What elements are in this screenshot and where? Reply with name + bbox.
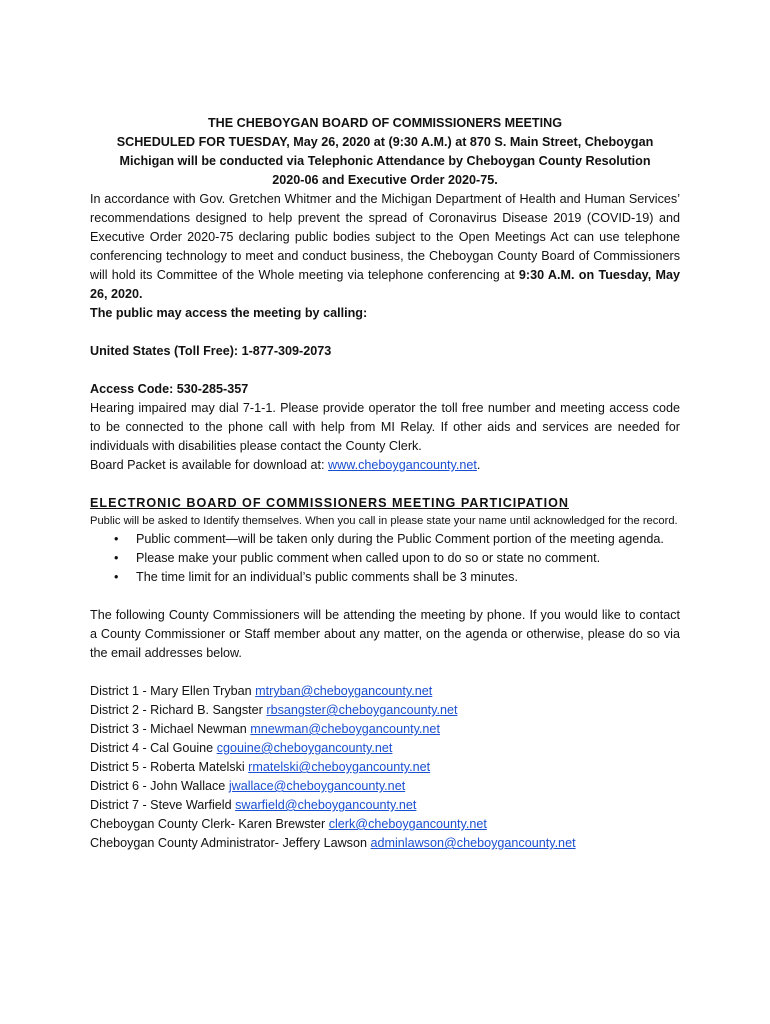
county-website-link[interactable]: www.cheboygancounty.net xyxy=(328,458,477,472)
list-item xyxy=(90,796,680,815)
board-packet-end: . xyxy=(476,458,481,472)
bullet-icon: • xyxy=(114,532,119,546)
commissioner-contact-list xyxy=(90,682,680,853)
intro-paragraph xyxy=(90,190,680,304)
list-item xyxy=(114,549,680,568)
bullet-text: Please make your public comment when called upon to do so or state no comment. xyxy=(136,551,601,565)
contact-name: District 6 - John Wallace xyxy=(90,779,229,793)
list-item xyxy=(90,777,680,796)
email-link[interactable]: mtryban@cheboygancounty.net xyxy=(255,684,433,698)
contact-name: District 4 - Cal Gouine xyxy=(90,741,217,755)
title-line-1: THE CHEBOYGAN BOARD OF COMMISSIONERS MEETING xyxy=(207,116,563,130)
toll-free-number: United States (Toll Free): 1-877-309-2073 xyxy=(90,344,332,358)
board-packet-line xyxy=(90,456,680,475)
title-line-4: 2020-06 and Executive Order 2020-75. xyxy=(272,173,498,187)
title-line-3: Michigan will be conducted via Telephonic Attendance by Cheboygan County Resolution xyxy=(119,154,651,168)
participation-bullet-list xyxy=(90,530,680,587)
public-access-line: The public may access the meeting by calling: xyxy=(90,306,368,320)
participation-heading: ELECTRONIC BOARD OF COMMISSIONERS MEETING PARTICIPATION xyxy=(90,496,569,510)
contact-name: District 1 - Mary Ellen Tryban xyxy=(90,684,256,698)
contact-name: Cheboygan County Administrator- Jeffery Lawson xyxy=(90,836,371,850)
email-link[interactable]: mnewman@cheboygancounty.net xyxy=(250,722,440,736)
contact-name: District 5 - Roberta Matelski xyxy=(90,760,249,774)
participation-note: Public will be asked to Identify themselves. When you call in please state your name until acknowledged for the record. xyxy=(90,515,678,527)
access-code: Access Code: 530-285-357 xyxy=(90,382,249,396)
bullet-icon: • xyxy=(114,570,119,584)
hearing-impaired-note: Hearing impaired may dial 7-1-1. Please provide operator the toll free number and meeting access code to be connected to the phone call with help from MI Relay. If other aids and services are needed for individuals with disabilities please contact the County Clerk. xyxy=(90,401,680,453)
list-item xyxy=(114,568,680,587)
list-item xyxy=(90,682,680,701)
bullet-icon: • xyxy=(114,551,119,565)
title-line-2: SCHEDULED FOR TUESDAY, May 26, 2020 at (9:30 A.M.) at 870 S. Main Street, Cheboygan xyxy=(116,135,654,149)
board-packet-text: Board Packet is available for download at: xyxy=(90,458,329,472)
list-item xyxy=(90,815,680,834)
email-link[interactable]: adminlawson@cheboygancounty.net xyxy=(370,836,576,850)
contact-name: Cheboygan County Clerk- Karen Brewster xyxy=(90,817,329,831)
bullet-text: Public comment—will be taken only during the Public Comment portion of the meeting agenda. xyxy=(136,532,664,546)
email-link[interactable]: rbsangster@cheboygancounty.net xyxy=(266,703,458,717)
email-link[interactable]: rmatelski@cheboygancounty.net xyxy=(248,760,431,774)
commissioners-intro: The following County Commissioners will be attending the meeting by phone. If you would like to contact a County Commissioner or Staff member about any matter, on the agenda or otherwise, please do so via the email addresses below. xyxy=(90,608,680,660)
list-item xyxy=(90,758,680,777)
intro-text: In accordance with Gov. Gretchen Whitmer and the Michigan Department of Health and Human Services’ recommendations designed to help prevent the spread of Coronavirus Disease 2019 (COVID-19) and Executive Order 2020-75 declaring public bodies subject to the Open Meetings Act can use telephone conferencing technology to meet and conduct business, the Cheboygan County Board of Commissioners will hold its Committee of the Whole meeting via telephone conferencing at xyxy=(90,192,680,282)
meeting-time: 9:30 A.M. on Tuesday, May 26, 2020. xyxy=(90,268,680,301)
email-link[interactable]: swarfield@cheboygancounty.net xyxy=(235,798,417,812)
bullet-text: The time limit for an individual’s public comments shall be 3 minutes. xyxy=(136,570,518,584)
contact-name: District 7 - Steve Warfield xyxy=(90,798,236,812)
email-link[interactable]: cgouine@cheboygancounty.net xyxy=(216,741,393,755)
list-item xyxy=(90,701,680,720)
list-item xyxy=(90,739,680,758)
contact-name: District 2 - Richard B. Sangster xyxy=(90,703,267,717)
contact-name: District 3 - Michael Newman xyxy=(90,722,251,736)
meeting-title xyxy=(90,114,680,190)
email-link[interactable]: jwallace@cheboygancounty.net xyxy=(228,779,406,793)
list-item xyxy=(90,720,680,739)
list-item xyxy=(90,834,680,853)
document-page xyxy=(90,114,680,853)
list-item xyxy=(114,530,680,549)
email-link[interactable]: clerk@cheboygancounty.net xyxy=(328,817,487,831)
